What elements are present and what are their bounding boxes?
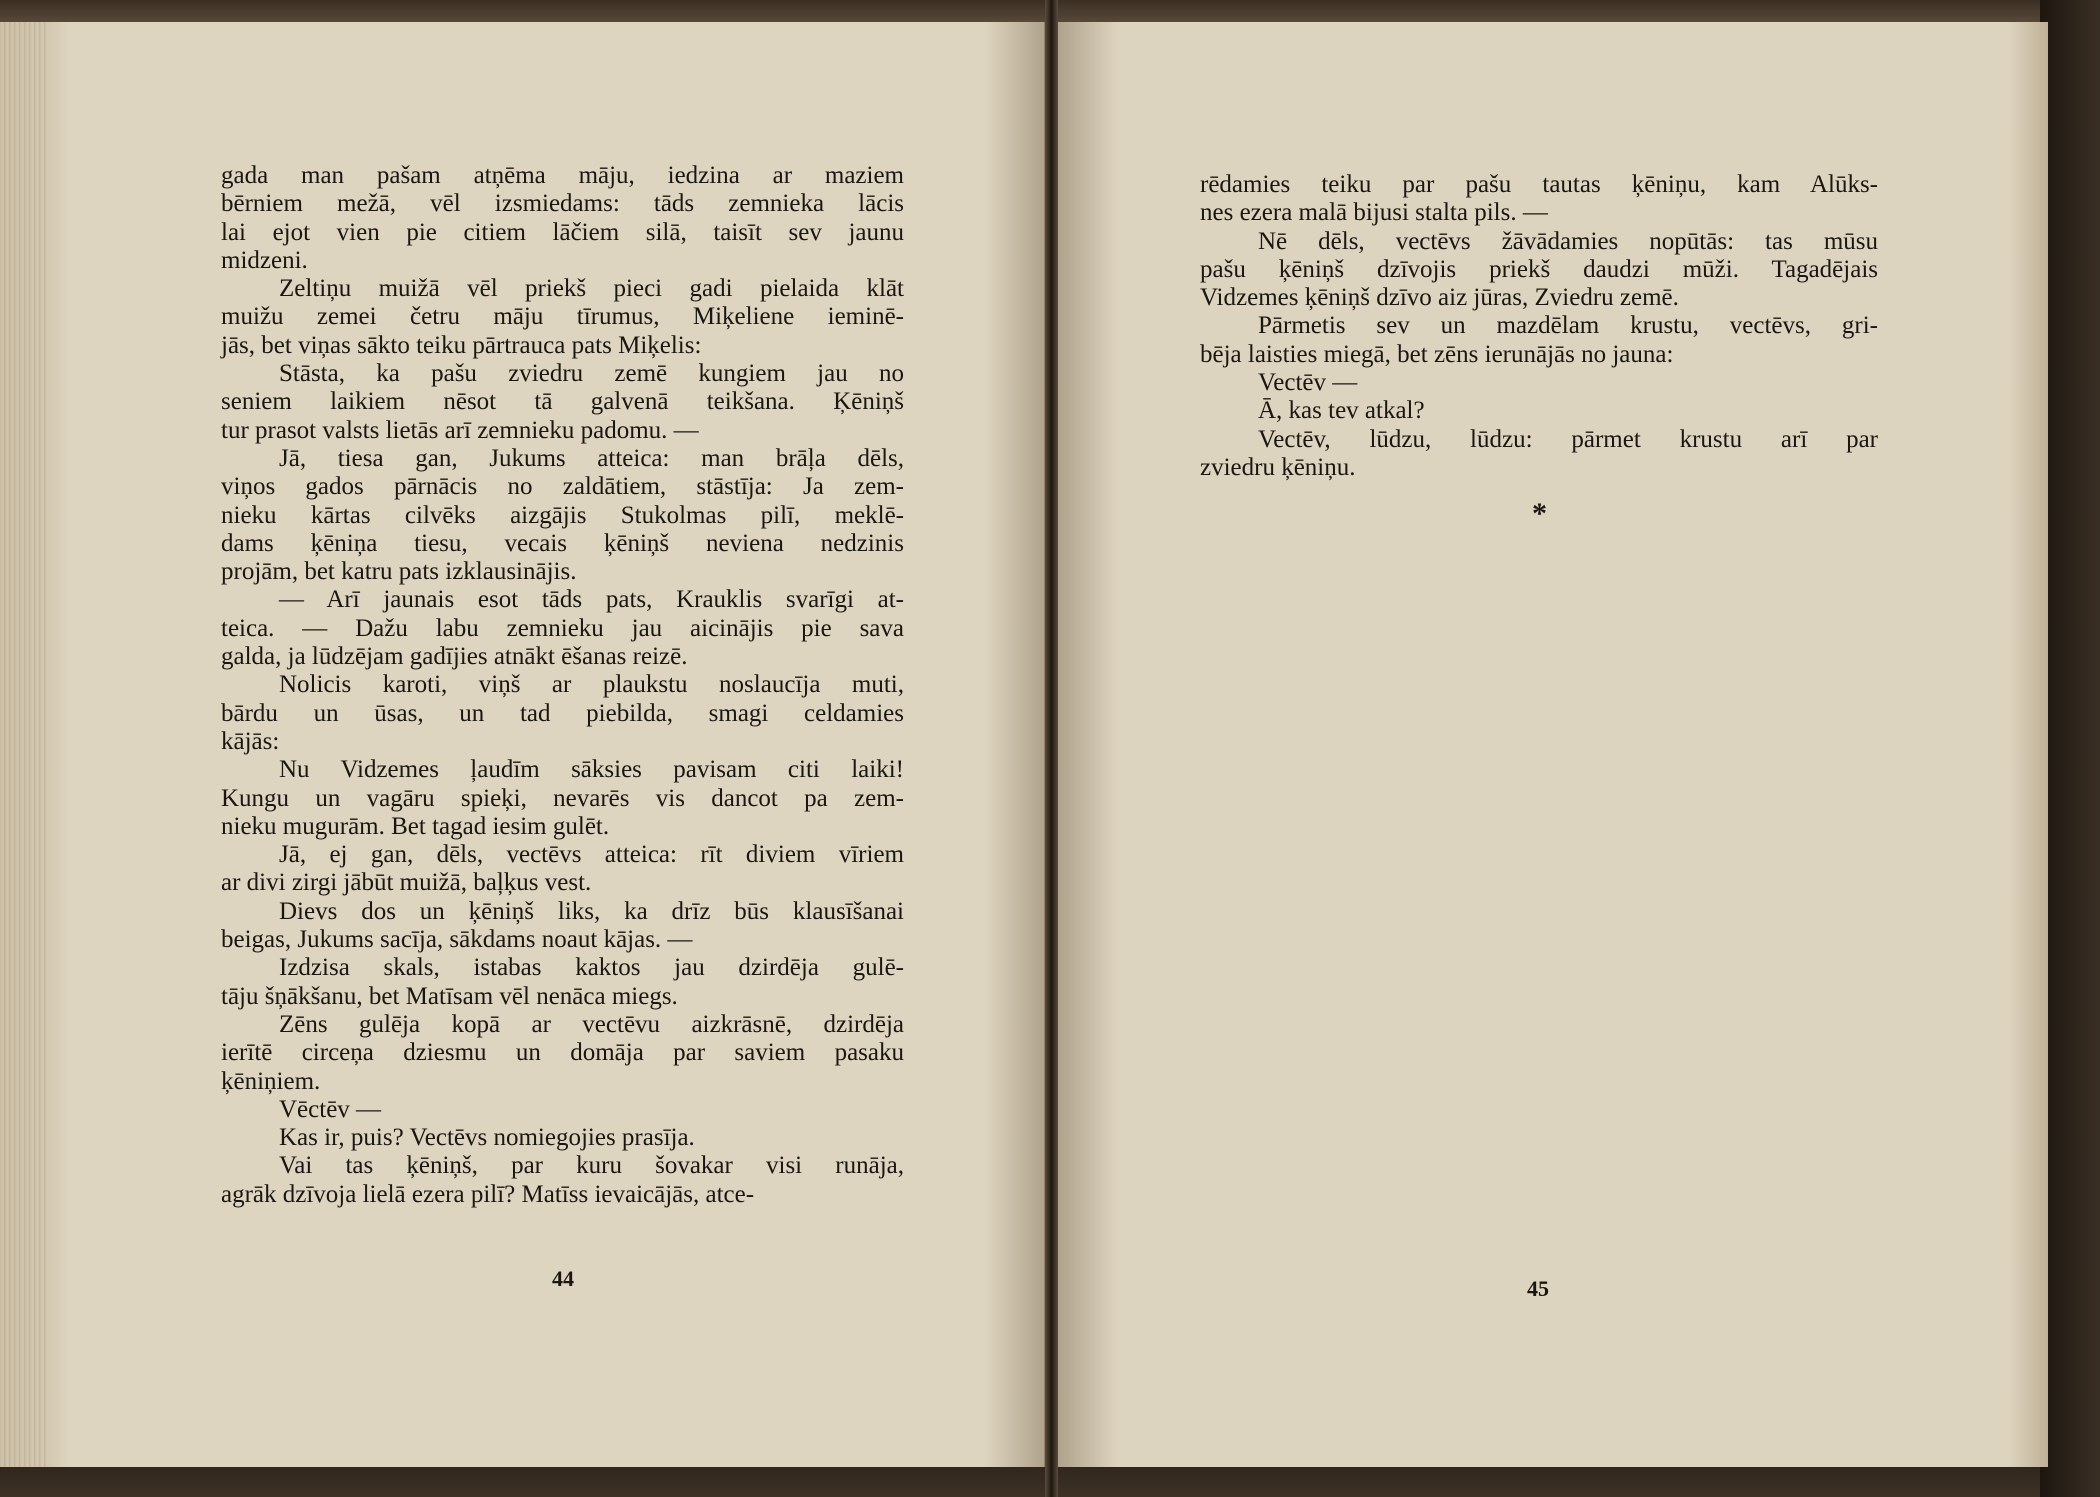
text-line: nieku kārtas cilvēks aizgājis Stukolmas pilī, meklē- [221,501,904,529]
text-line: ķēniņiem. [221,1067,321,1095]
text-line: Nolicis karoti, viņš ar plaukstu noslaucīja muti, [279,671,904,699]
text-line: Pārmetis sev un mazdēlam krustu, vectēvs, gri- [1258,312,1878,340]
text-line: agrāk dzīvoja lielā ezera pilī? Matīss ievaicājās, atce- [221,1180,755,1208]
text-line: Vai tas ķēniņš, par kuru šovakar visi runāja, [279,1152,904,1180]
text-line: Nē dēls, vectēvs žāvādamies nopūtās: tas mūsu [1258,227,1878,255]
text-line: Zeltiņu muižā vēl priekš pieci gadi pielaida klāt [279,275,904,303]
text-line: Vēctēv — [279,1095,382,1123]
text-line: Jā, ej gan, dēls, vectēvs atteica: rīt diviem vīriem [279,841,904,869]
right-page-text [1200,171,1878,482]
text-line: Kas ir, puis? Vectēvs nomiegojies prasīja. [279,1124,695,1152]
text-line: seniem laikiem nēsot tā galvenā teikšana. Ķēniņš [221,388,904,416]
text-line: beigas, Jukums sacīja, sākdams noaut kājas. — [221,926,693,954]
page-edges [0,22,46,1467]
text-line: gada man pašam atņēma māju, iedzina ar maziem [221,162,904,189]
text-line: Zēns gulēja kopā ar vectēvu aizkrāsnē, dzirdēja [279,1010,904,1038]
book-cover-right [2040,0,2100,1497]
text-line: Dievs dos un ķēniņš liks, ka drīz būs klausīšanai [279,897,904,925]
text-line: bēja laisties miegā, bet zēns ierunājās no jauna: [1200,340,1674,368]
text-line: Izdzisa skals, istabas kaktos jau dzirdēja gulē- [279,954,904,982]
text-line: rēdamies teiku par pašu tautas ķēniņu, kam Alūks- [1200,171,1878,198]
text-line: dams ķēniņa tiesu, vecais ķēniņš neviena nedzinis [221,529,904,557]
text-line: teica. — Dažu labu zemnieku jau aicinājis pie sava [221,614,904,642]
text-line: tāju šņākšanu, bet Matīsam vēl nenāca miegs. [221,982,678,1010]
text-line: — Arī jaunais esot tāds pats, Krauklis svarīgi at- [279,586,904,614]
text-line: projām, bet katru pats izklausinājis. [221,558,577,586]
text-line: Vidzemes ķēniņš dzīvo aiz jūras, Zviedru zemē. [1200,284,1679,312]
text-line: Jā, tiesa gan, Jukums atteica: man brāļa dēls, [279,444,904,472]
text-line: viņos gados pārnācis no zaldātiem, stāstīja: Ja zem- [221,473,904,501]
text-line: bērniem mežā, vēl izsmiedams: tāds zemnieka lācis [221,190,904,218]
section-mark: * [1532,497,1547,530]
text-line: jās, bet viņas sākto teiku pārtrauca pats Miķelis: [221,331,702,359]
text-line: bārdu un ūsas, un tad piebilda, smagi celdamies [221,699,904,727]
page-number-left: 44 [552,1266,574,1291]
text-line: Kungu un vagāru spieķi, nevarēs vis dancot pa zem- [221,784,904,812]
page-number-right: 45 [1527,1276,1549,1301]
text-line: Ā, kas tev atkal? [1258,397,1425,425]
text-line: Stāsta, ka pašu zviedru zemē kungiem jau no [279,360,904,388]
text-line: lai ejot vien pie citiem lāčiem silā, taisīt sev jaunu [221,218,904,246]
text-line: tur prasot valsts lietās arī zemnieku padomu. — [221,416,699,444]
text-line: muižu zemei četru māju tīrumus, Miķeliene ieminē- [221,303,904,331]
text-line: pašu ķēniņš dzīvojis priekš daudzi mūži. Tagadējais [1200,255,1878,283]
text-line: Nu Vidzemes ļaudīm sāksies pavisam citi laiki! [279,756,904,784]
left-page-text [221,162,904,1209]
text-line: kājās: [221,727,280,755]
text-line: Vectēv — [1258,369,1358,397]
text-line: ierītē circeņa dziesmu un domāja par saviem pasaku [221,1039,904,1067]
text-line: ar divi zirgi jābūt muižā, baļķus vest. [221,869,592,897]
text-line: nieku mugurām. Bet tagad iesim gulēt. [221,812,610,840]
text-line: midzeni. [221,246,308,274]
text-line: galda, ja lūdzējam gadījies atnākt ēšanas reizē. [221,643,688,671]
text-line: zviedru ķēniņu. [1200,453,1356,481]
book-gutter [1045,0,1058,1497]
text-line: Vectēv, lūdzu, lūdzu: pārmet krustu arī par [1258,425,1878,453]
text-line: nes ezera malā bijusi stalta pils. — [1200,199,1548,227]
